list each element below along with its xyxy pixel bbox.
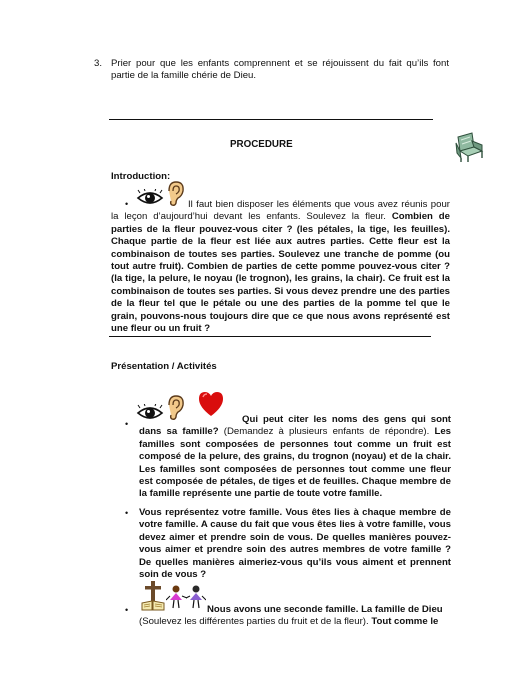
item-1-question: Qui peut citer les noms des gens qui sont dans sa famille? [139,414,451,438]
introduction-text: Il faut bien disposer les éléments que vous avez réunis pour la leçon d’aujourd’hui devant les enfants. Soulevez la fleur. [111,199,450,223]
introduction-paragraph [111,199,450,335]
presentation-item-2: Vous représentez votre famille. Vous êtes lies à chaque membre de votre famille. A cause du fait que vous êtes lies à votre famille, vous devez aimer et prendre soin de vous. De quelles manières pouvez-vous aimer et prendre soin des autres membres de votre famille ? De quelles manières aimeriez-vous qu’ils vous aiment et prennent soin de vous ? [139,507,451,581]
item-1-body: Les familles sont composées de personnes tout comme un fruit est composé de la pelure, des grains, du trognon (noyau) et de la chair. Les familles sont composées de personnes tout comme une fleur est composée de pétales, de tiges et de feuilles. Chaque membre de la famille représente une partie de toute votre famille. [139,426,451,500]
bullet: • [125,508,129,518]
divider-middle [109,336,431,337]
item-3-lead: Nous avons une seconde famille. La famille de Dieu [207,604,443,615]
presentation-item-3 [139,604,451,629]
bullet: • [125,605,129,615]
item-3-note: (Soulevez les différentes parties du fruit et de la fleur). [139,616,372,628]
item-3-body: Tout comme le [371,616,439,628]
procedure-title: PROCEDURE [230,139,293,150]
objective-number: 3. [94,58,103,69]
presentation-heading: Présentation / Activités [111,361,217,372]
armchair-icon [452,131,486,163]
divider-top [109,119,433,120]
presentation-item-1 [139,414,451,501]
item-1-note: (Demandez à plusieurs enfants de répondre). [218,426,435,438]
objective-text: Prier pour que les enfants comprennent et se réjouissent du fait qu’ils font partie de la famille chérie de Dieu. [111,58,449,82]
bullet: • [125,199,129,209]
introduction-heading: Introduction: [111,171,171,182]
bullet: • [125,419,129,429]
introduction-text-bold: Combien de parties de la fleur pouvez-vous citer ? (les pétales, la tige, les feuilles). Chaque partie de la fleur est liée aux autres parties. Cette fleur est la combinaison de toutes ses parties. Soulevez une tranche de pomme (ou tout autre fruit). Combien de parties de cette pomme pouvez-vous citer ? (la tige, la pelure, le noyau (le trognon), les grains, la chair). Ce fruit est la combinaison de toutes ses parties. Si vous devez prendre une des parties de la fleur tel que le pétale ou une des parties de la pomme tel que le grain, pouvons-nous toujours dire que ce que nous avons représenté est une fleur ou un fruit ? [111,211,450,335]
